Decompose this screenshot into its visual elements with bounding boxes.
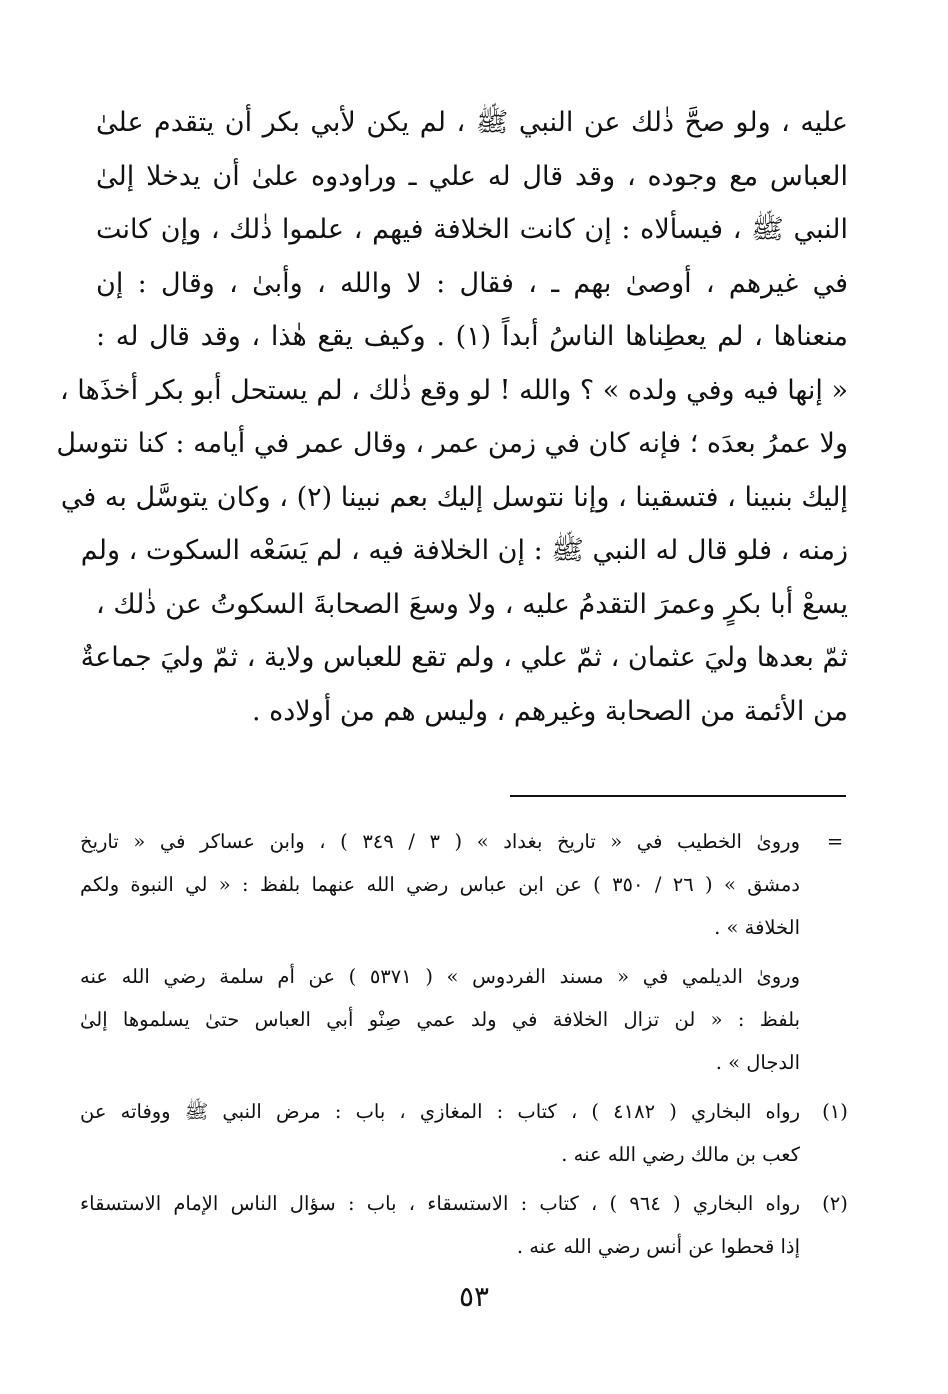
main-text-line: في غيرهم ، أوصىٰ بهم ـ ، فقال : لا والله ، وأبىٰ ، وقال : إن — [96, 267, 848, 299]
footnote-line: الدجال » . — [715, 1051, 800, 1074]
main-text-line: العباس مع وجوده ، وقد قال له علي ـ وراودوه علىٰ أن يدخلا إلىٰ — [96, 160, 848, 192]
main-text-line: ثمّ بعدها وليَ عثمان ، ثمّ علي ، ولم تقع للعباس ولاية ، ثمّ وليَ جماعةٌ — [80, 642, 848, 673]
main-text-line: منعناها ، لم يعطِناها الناسُ أبداً (١) . وكيف يقع هٰذا ، وقد قال له : — [96, 321, 849, 352]
footnote-line: بلفظ : « لن تزال الخلافة في ولد عمي صِنْو أبي العباس حتىٰ يسلموها إلىٰ — [80, 1008, 800, 1031]
main-text-body — [56, 96, 849, 738]
footnote-line: رواه البخاري ( ٩٦٤ ) ، كتاب : الاستسقاء ، باب : سؤال الناس الإمام الاستسقاء — [80, 1192, 800, 1215]
footnotes-section — [80, 820, 860, 1268]
footnote-marker: (١) — [822, 1100, 848, 1123]
footnote-continuation — [80, 820, 860, 949]
main-text-line: يسعْ أبا بكرٍ وعمرَ التقدمُ عليه ، ولا وسعَ الصحابةَ السكوتُ عن ذٰلك ، — [96, 588, 848, 620]
footnote-1 — [80, 1090, 860, 1176]
footnote-line: كعب بن مالك رضي الله عنه . — [561, 1143, 800, 1166]
footnote-2 — [80, 1182, 860, 1268]
footnote-line: ورویٰ الديلمي في « مسند الفردوس » ( ٥٣٧١ ) عن أم سلمة رضي الله عنه — [80, 965, 800, 988]
main-text-line: زمنه ، فلو قال له النبي ﷺ : إن الخلافة فيه ، لم يَسَعْه السكوت ، ولم — [80, 535, 848, 566]
main-text-line: من الأئمة من الصحابة وغيرهم ، وليس هم من أولاده . — [251, 695, 848, 727]
main-text-line: إليك بنبينا ، فتسقينا ، وإنا نتوسل إليك بعم نبينا (٢) ، وكان يتوسَّل به في — [60, 481, 848, 513]
main-text-line: ولا عمرُ بعدَه ؛ فإنه كان في زمن عمر ، وقال عمر في أيامه : كنا نتوسل — [56, 428, 848, 459]
main-text-line: عليه ، ولو صحَّ ذٰلك عن النبي ﷺ ، لم يكن لأبي بكر أن يتقدم علىٰ — [96, 107, 848, 138]
page-number: ٥٣ — [458, 1280, 490, 1313]
main-text-line: النبي ﷺ ، فيسألاه : إن كانت الخلافة فيهم ، علموا ذٰلك ، وإن كانت — [96, 214, 848, 245]
footnote-line: دمشق » ( ٢٦ / ٣٥٠ ) عن ابن عباس رضي الله عنهما بلفظ : « لي النبوة ولكم — [80, 873, 800, 896]
footnote-line: إذا قحطوا عن أنس رضي الله عنه . — [516, 1235, 800, 1258]
footnote-line: رواه البخاري ( ٤١٨٢ ) ، كتاب : المغازي ، باب : مرض النبي ﷺ ووفاته عن — [80, 1100, 801, 1123]
footnote-separator — [510, 795, 846, 797]
main-text-line: « إنها فيه وفي ولده » ؟ والله ! لو وقع ذٰلك ، لم يستحل أبو بكر أخذَها ، — [60, 374, 848, 406]
footnote-continuation-marker: = — [826, 830, 844, 853]
footnote-marker: (٢) — [822, 1192, 848, 1215]
footnote-line: ورویٰ الخطيب في « تاريخ بغداد » ( ٣ / ٣٤٩ ) ، وابن عساكر في « تاريخ — [80, 830, 801, 853]
footnote-continuation — [80, 955, 860, 1084]
footnote-line: الخلافة » . — [714, 916, 800, 939]
